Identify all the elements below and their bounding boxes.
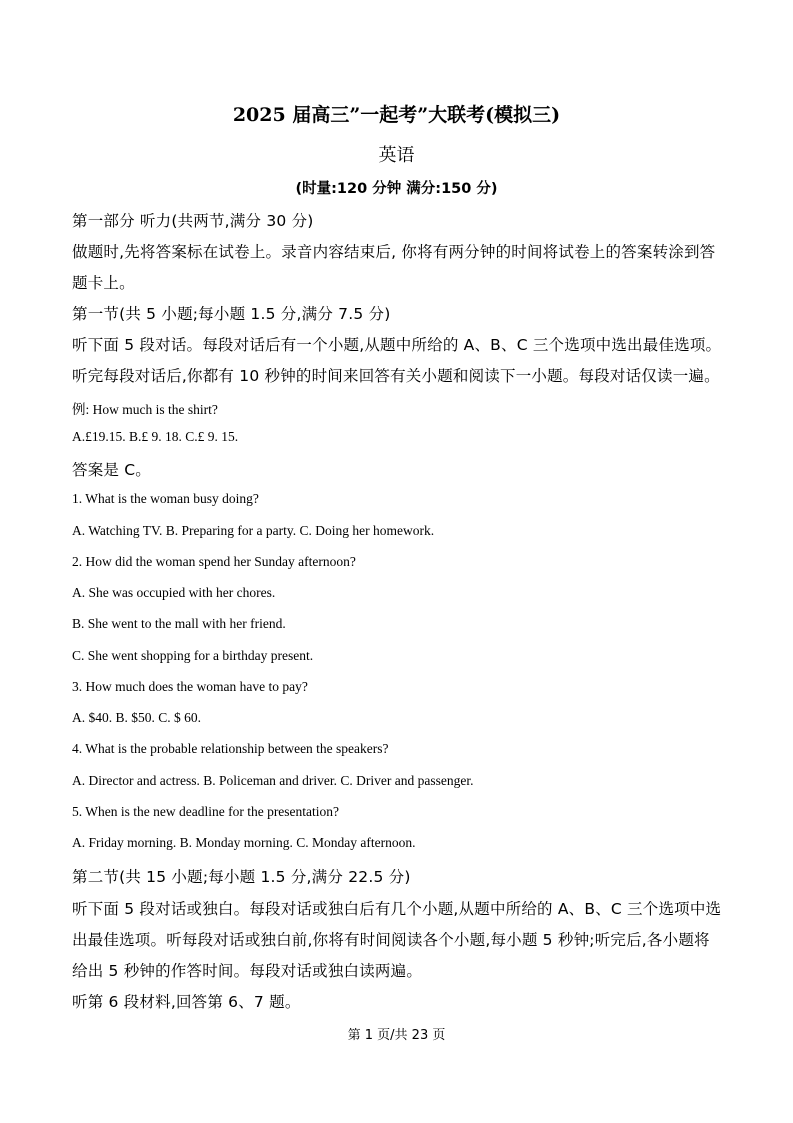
example-question: 例: How much is the shirt?: [72, 402, 218, 417]
example-options: A.£19.15. B.£ 9. 18. C.£ 9. 15.: [72, 429, 239, 444]
question-1: 1. What is the woman busy doing?: [72, 491, 259, 506]
question-2-option-b: B. She went to the mall with her friend.: [72, 616, 286, 631]
exam-meta: (时量:120 分钟 满分:150 分): [295, 181, 498, 197]
section2-instruction-line3: 给出 5 秒钟的作答时间。每段对话或独白读两遍。: [72, 962, 423, 980]
question-5: 5. When is the new deadline for the presentation?: [72, 804, 340, 819]
question-3-options: A. $40. B. $50. C. $ 60.: [72, 710, 202, 725]
section2-instruction-line1: 听下面 5 段对话或独白。每段对话或独白后有几个小题,从题中所给的 A、B、C 三个选项中选: [72, 900, 722, 918]
section2-heading: 第二节(共 15 小题;每小题 1.5 分,满分 22.5 分): [72, 868, 411, 886]
part1-instruction-line2: 题卡上。: [72, 274, 135, 292]
example-answer: 答案是 C。: [72, 461, 151, 479]
exam-title: 2025 届高三”一起考”大联考(模拟三): [232, 104, 561, 126]
question-2: 2. How did the woman spend her Sunday afternoon?: [72, 554, 356, 569]
part1-heading: 第一部分 听力(共两节,满分 30 分): [72, 212, 314, 230]
material-6-prompt: 听第 6 段材料,回答第 6、7 题。: [72, 993, 301, 1011]
question-4-options: A. Director and actress. B. Policeman and driver. C. Driver and passenger.: [72, 773, 474, 788]
exam-subject: 英语: [378, 145, 415, 166]
question-1-options: A. Watching TV. B. Preparing for a party. C. Doing her homework.: [72, 523, 435, 538]
section2-instruction-line2: 出最佳选项。听每段对话或独白前,你将有时间阅读各个小题,每小题 5 秒钟;听完后,各小题将: [72, 931, 710, 949]
question-3: 3. How much does the woman have to pay?: [72, 679, 308, 694]
page-number: 第 1 页/共 23 页: [347, 1028, 446, 1043]
part1-instruction-line1: 做题时,先将答案标在试卷上。录音内容结束后, 你将有两分钟的时间将试卷上的答案转涂到答: [72, 243, 716, 261]
section1-instruction-line1: 听下面 5 段对话。每段对话后有一个小题,从题中所给的 A、B、C 三个选项中选出最佳选项。: [72, 336, 722, 354]
section1-heading: 第一节(共 5 小题;每小题 1.5 分,满分 7.5 分): [72, 305, 391, 323]
question-5-options: A. Friday morning. B. Monday morning. C. Monday afternoon.: [72, 835, 416, 850]
question-2-option-c: C. She went shopping for a birthday present.: [72, 648, 314, 663]
question-2-option-a: A. She was occupied with her chores.: [72, 585, 276, 600]
section1-instruction-line2: 听完每段对话后,你都有 10 秒钟的时间来回答有关小题和阅读下一小题。每段对话仅读一遍。: [72, 367, 720, 385]
question-4: 4. What is the probable relationship between the speakers?: [72, 741, 389, 756]
